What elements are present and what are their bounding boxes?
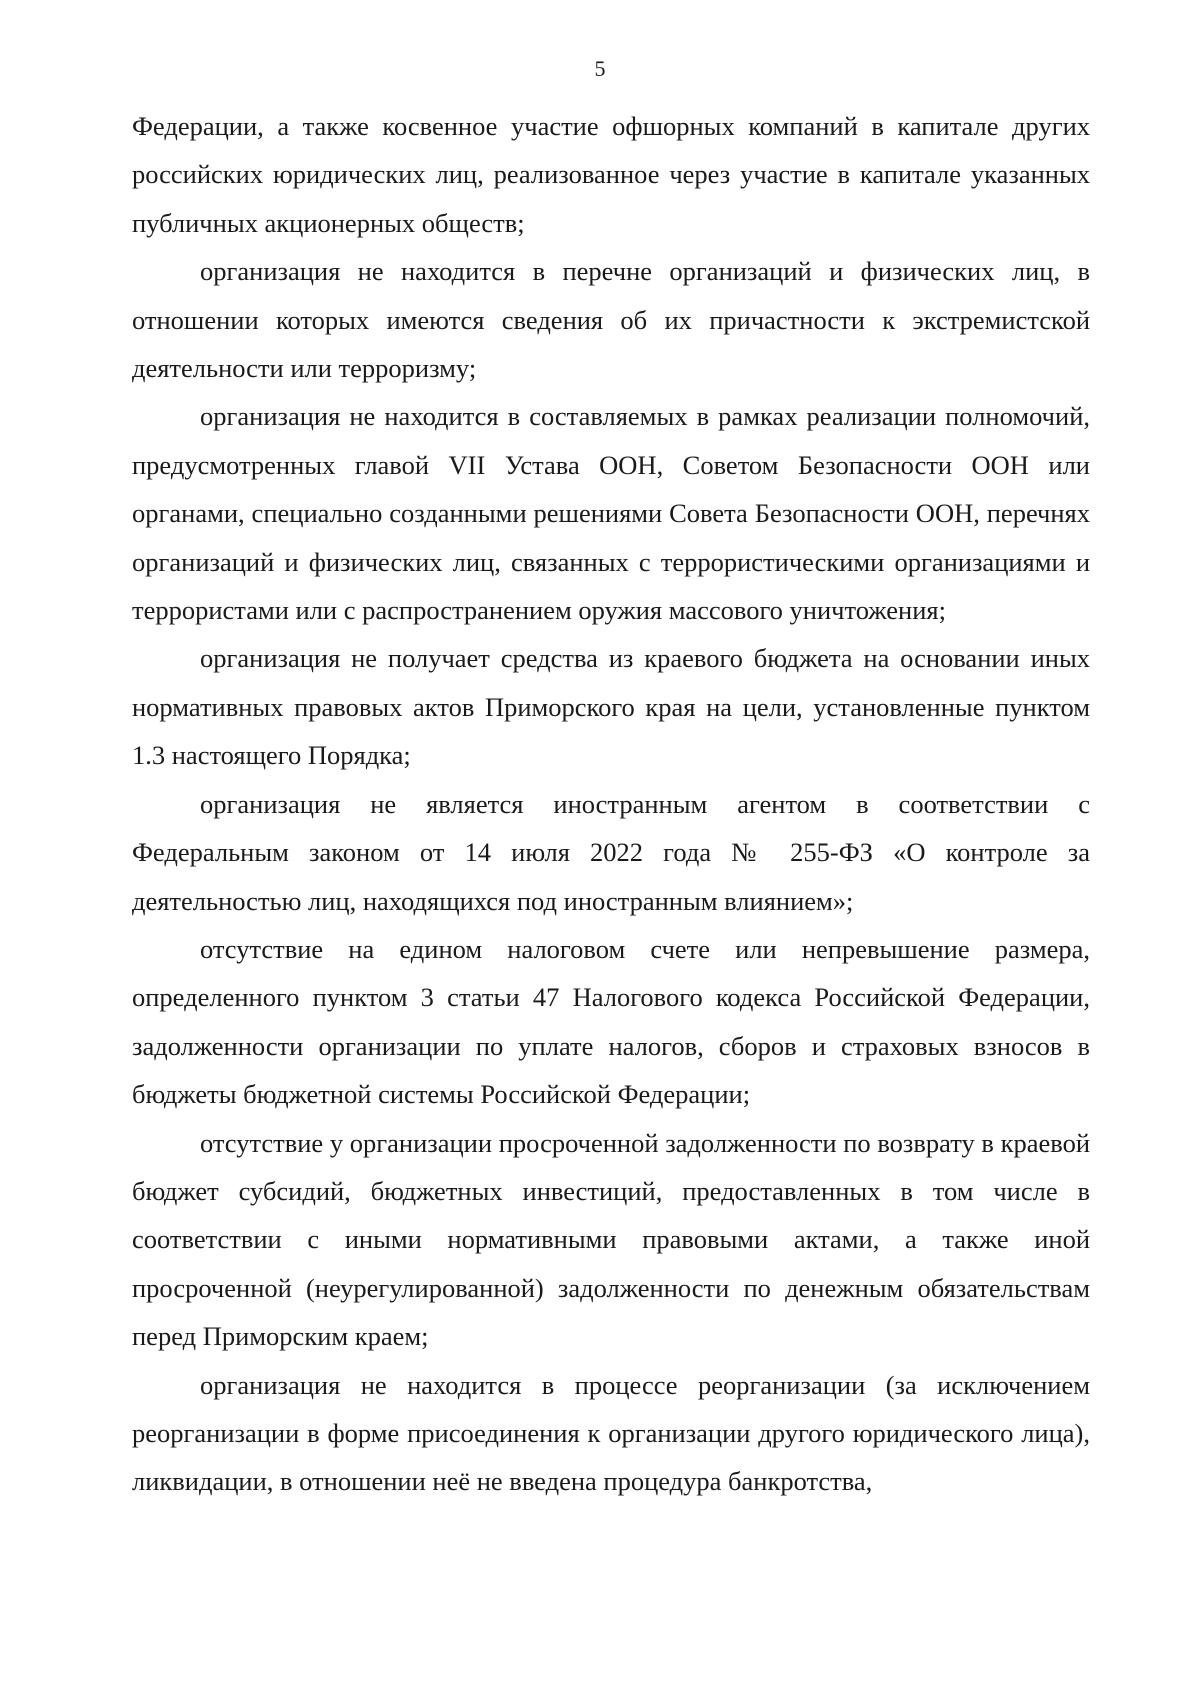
paragraph-continuation: Федерации, а также косвенное участие офшорных компаний в капитале других российских юридических лиц, реализованное через участие в капитале указанных публичных акционерных обществ;: [132, 111, 1090, 238]
paragraph-reorganization: организация не находится в процессе реорганизации (за исключением реорганизации в форме присоединения к организации другого юридического лица), ликвидации, в отношении неё не введена процедура банкротства,: [132, 1369, 1090, 1497]
paragraph-un-lists: организация не находится в составляемых в рамках реализации полномочий, предусмотренных главой VII Устава ООН, Советом Безопасности ООН или органами, специально созданными решениями Совета Безопасности ООН, перечнях организаций и физических лиц, связанных с террористическими организациями и террористами или с распространением оружия массового уничтожения;: [132, 401, 1090, 626]
page-number: 5: [594, 56, 606, 81]
paragraph-budget-funds: организация не получает средства из краевого бюджета на основании иных нормативных правовых актов Приморского края на цели, установленные пунктом 1.3 настоящего Порядка;: [132, 643, 1090, 771]
paragraph-tax-debt: отсутствие на едином налоговом счете или непревышение размера, определенного пунктом 3 статьи 47 Налогового кодекса Российской Федерации, задолженности организации по уплате налогов, сборов и страховых взносов в бюджеты бюджетной системы Российской Федерации;: [132, 933, 1090, 1110]
paragraph-overdue-debt: отсутствие у организации просроченной задолженности по возврату в краевой бюджет субсидий, бюджетных инвестиций, предоставленных в том числе в соответствии с иными нормативными правовыми актами, а также иной просроченной (неурегулированной) задолженности по денежным обязательствам перед Приморским краем;: [132, 1127, 1090, 1352]
paragraph-foreign-agent: организация не является иностранным агентом в соответствии с Федеральным законом от 14 июля 2022 года № 255-ФЗ «О контроле за деятельностью лиц, находящихся под иностранным влиянием»;: [132, 788, 1090, 916]
paragraph-extremism: организация не находится в перечне организаций и физических лиц, в отношении которых имеются сведения об их причастности к экстремистской деятельности или терроризму;: [132, 256, 1090, 384]
document-body: [132, 102, 1090, 1506]
